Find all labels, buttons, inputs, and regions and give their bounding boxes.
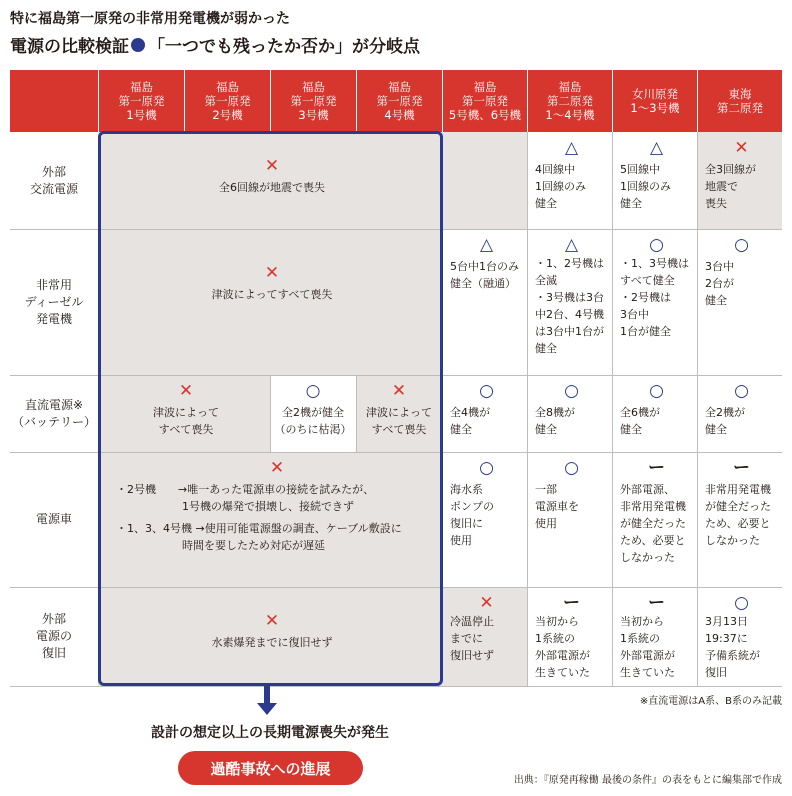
title-main: 電源の比較検証 xyxy=(10,37,129,57)
circle-icon: ○ xyxy=(649,235,664,255)
circle-icon: ○ xyxy=(649,381,664,401)
row-header-restoration: 外部 電源の 復旧 xyxy=(35,612,72,660)
dash-icon: ー xyxy=(563,593,580,613)
cross-icon: ✕ xyxy=(734,138,749,158)
down-arrow-icon xyxy=(264,686,270,704)
cell-pv-fd56: ○ 海水系 ポンプの 復旧に 使用 xyxy=(442,452,527,587)
cell-dg-onagawa: ○ ・1、3号機は すべて健全 ・2号機は 3台中 1台が健全 xyxy=(612,229,697,375)
row-header-power-vehicle: 電源車 xyxy=(35,512,72,526)
col-header-fd1-unit2: 福島 第一原発 2号機 xyxy=(184,70,270,132)
cross-icon: ✕ xyxy=(391,381,407,401)
cell-rs-fd2: ー 当初から 1系統の 外部電源が 生きていた xyxy=(527,587,612,686)
fd56-ac-shaded xyxy=(442,132,527,229)
circle-icon: ○ xyxy=(305,381,321,401)
triangle-icon: △ xyxy=(649,138,664,158)
cell-dc-unit3: ○ 全2機が健全 （のちに枯渇） xyxy=(270,375,356,452)
cell-pv-onagawa: ー 外部電源、 非常用発電機 が健全だった ため、必要と しなかった xyxy=(612,452,697,587)
down-arrow-head-icon xyxy=(257,703,277,715)
cell-pv-tokai: ー 非常用発電機 が健全だった ため、必要と しなかった xyxy=(697,452,782,587)
cell-ac-fd2: △ 4回線中 1回線のみ 健全 xyxy=(527,132,612,229)
row-header-diesel: 非常用 ディーゼル 発電機 xyxy=(24,277,84,326)
cell-rs-fd56: ✕ 冷温停止 までに 復旧せず xyxy=(442,587,527,686)
col-header-onagawa: 女川原発 1～3号機 xyxy=(612,70,697,132)
cell-dg-fd56: △ 5台中1台のみ 健全（融通） xyxy=(442,229,527,375)
circle-icon: ○ xyxy=(479,381,494,401)
source-credit: 出典：『原発再稼働 最後の条件』の表をもとに編集部で作成 xyxy=(513,775,782,786)
cell-ac-onagawa: △ 5回線中 1回線のみ 健全 xyxy=(612,132,697,229)
cell-dg-tokai: ○ 3台中 2台が 健全 xyxy=(697,229,782,375)
cross-icon: ✕ xyxy=(264,263,280,283)
cross-icon: ✕ xyxy=(269,458,285,478)
cross-icon: ✕ xyxy=(178,381,194,401)
cell-pv-fd1: ✕ ・2号機 →唯一あった電源車の接続を試みたが、 1号機の爆発で損壊し、接続できず ・1、3、4号機 →使用可能電源盤の調査、ケーブル敷設に 時間を要したため対応が遅延 xyxy=(98,452,442,587)
dash-icon: ー xyxy=(648,458,665,478)
subtitle: 特に福島第一原発の非常用発電機が弱かった xyxy=(10,11,290,27)
cross-icon: ✕ xyxy=(264,156,280,176)
cell-pv-fd2: ○ 一部 電源車を 使用 xyxy=(527,452,612,587)
cell-dg-fd2: △ ・1、2号機は 全滅 ・3号機は3台 中2台、4号機 は3台中1台が 健全 xyxy=(527,229,612,375)
circle-icon: ○ xyxy=(564,381,579,401)
col-header-fd1-unit4: 福島 第一原発 4号機 xyxy=(356,70,442,132)
col-header-fd2: 福島 第二原発 1～4号機 xyxy=(527,70,612,132)
triangle-icon: △ xyxy=(479,235,494,255)
triangle-icon: △ xyxy=(564,235,579,255)
col-header-fd1-unit3: 福島 第一原発 3号機 xyxy=(270,70,356,132)
bullet-dot-icon xyxy=(131,38,145,52)
cross-icon: ✕ xyxy=(264,611,280,631)
title-sub: 「一つでも残ったか否か」が分岐点 xyxy=(148,37,420,57)
consequence-text: 設計の想定以上の長期電源喪失が発生 xyxy=(151,725,389,741)
row-header-ac-power: 外部 交流電源 xyxy=(29,164,78,196)
circle-icon: ○ xyxy=(564,458,579,478)
col-header-tokai: 東海 第二原発 xyxy=(697,70,782,132)
accident-label-badge: 過酷事故への進展 xyxy=(178,751,363,785)
cell-dc-fd2: ○ 全8機が 健全 xyxy=(527,375,612,452)
cell-dc-fd56: ○ 全4機が 健全 xyxy=(442,375,527,452)
cell-dg-fd1: ✕ 津波によってすべて喪失 xyxy=(98,229,442,375)
cell-rs-onagawa: ー 当初から 1系統の 外部電源が 生きていた xyxy=(612,587,697,686)
dash-icon: ー xyxy=(733,458,750,478)
circle-icon: ○ xyxy=(734,235,749,255)
col-header-fd1-unit56: 福島 第一原発 5号機、6号機 xyxy=(442,70,527,132)
dash-icon: ー xyxy=(648,593,665,613)
cell-dc-tokai: ○ 全2機が 健全 xyxy=(697,375,782,452)
col-header-fd1-unit1: 福島 第一原発 1号機 xyxy=(98,70,184,132)
circle-icon: ○ xyxy=(734,381,749,401)
footnote: ※直流電源はA系、B系のみ記載 xyxy=(639,696,782,707)
cell-dc-onagawa: ○ 全6機が 健全 xyxy=(612,375,697,452)
cell-rs-tokai: ○ 3月13日 19:37に 予備系統が 復旧 xyxy=(697,587,782,686)
cell-ac-tokai: ✕ 全3回線が 地震で 喪失 xyxy=(697,132,782,229)
circle-icon: ○ xyxy=(734,593,749,613)
cell-dc-unit4: ✕ 津波によって すべて喪失 xyxy=(356,375,442,452)
cell-ac-fd1: ✕ 全6回線が地震で喪失 xyxy=(98,132,442,229)
cross-icon: ✕ xyxy=(479,593,494,613)
header-corner xyxy=(10,70,98,132)
cell-dc-units12: ✕ 津波によって すべて喪失 xyxy=(98,375,270,452)
row-header-dc-power: 直流電源※ （バッテリー） xyxy=(11,397,96,429)
chart-title xyxy=(10,32,420,57)
triangle-icon: △ xyxy=(564,138,579,158)
cell-rs-fd1: ✕ 水素爆発までに復旧せず xyxy=(98,587,442,686)
circle-icon: ○ xyxy=(479,458,494,478)
comparison-table xyxy=(10,70,782,687)
